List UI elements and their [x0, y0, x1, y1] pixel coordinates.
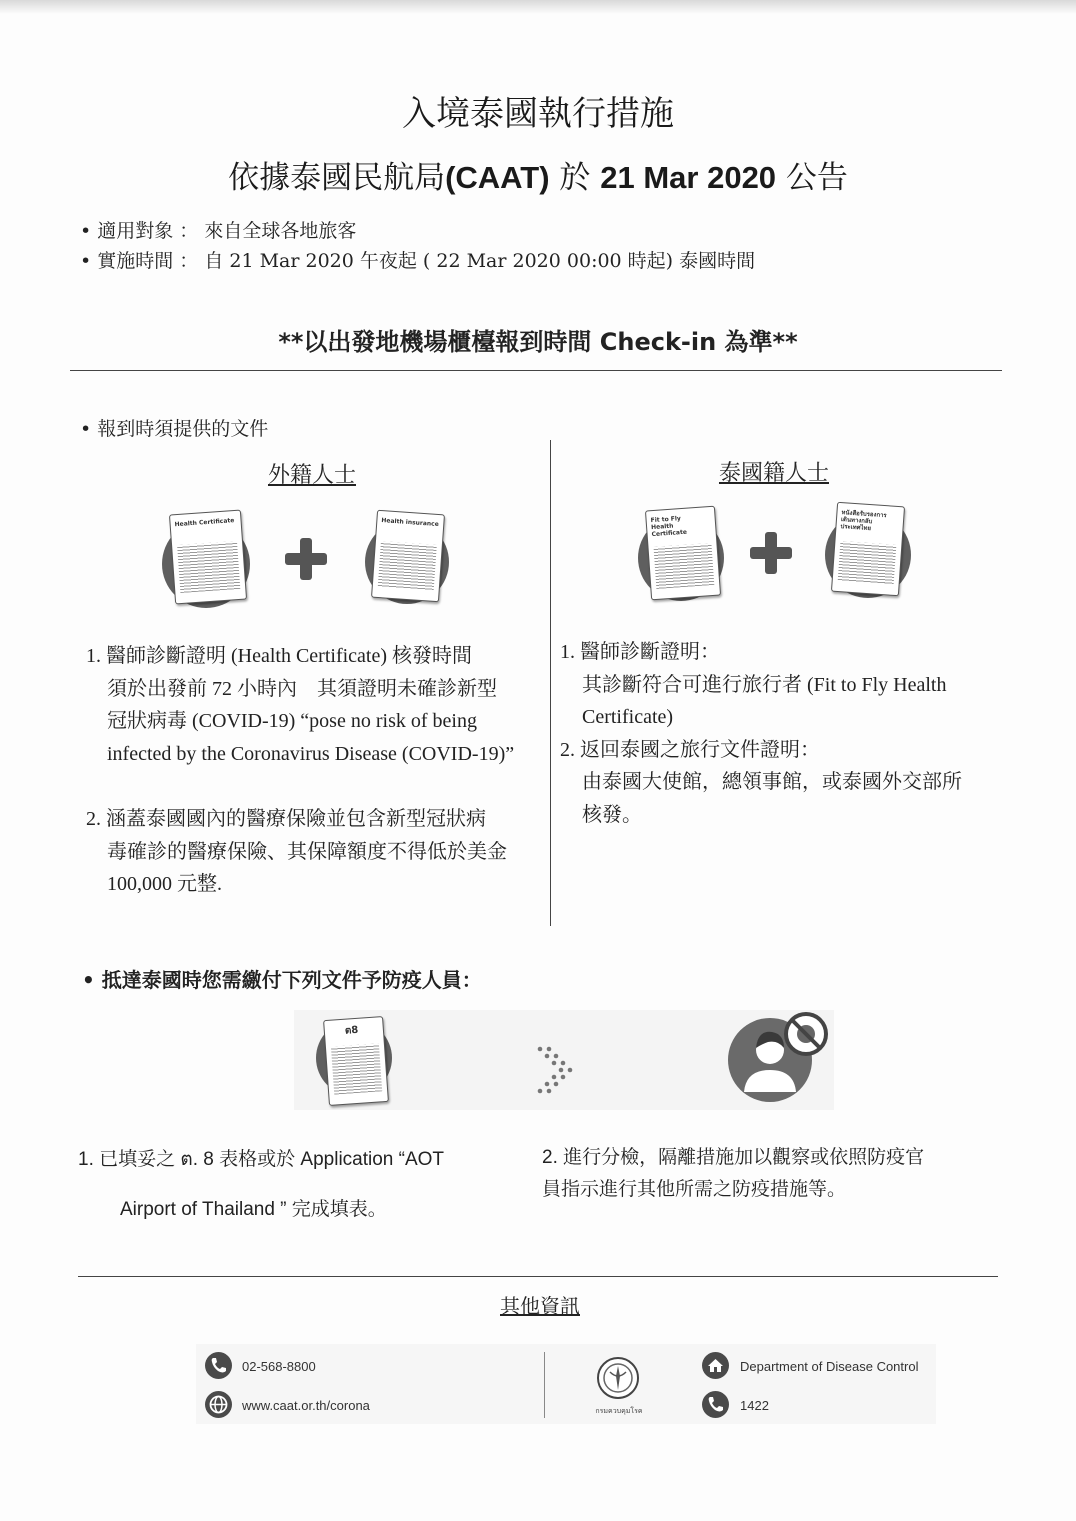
doc-label: หนังสือรับรองการเดินทางกลับประเทศไทย	[840, 509, 887, 533]
doc-label: Health insurance	[381, 517, 440, 529]
list-item: 2. 返回泰國之旅行文件證明：	[560, 738, 820, 761]
quarantine-person-icon	[722, 1010, 832, 1104]
doc-lines	[838, 541, 897, 585]
plus-icon	[750, 532, 792, 574]
other-info-heading: 其他資訊	[500, 1294, 580, 1318]
department-seal-icon	[590, 1356, 646, 1406]
plus-icon	[285, 538, 327, 580]
doc-label: Health Certificate	[174, 517, 235, 529]
info-effective: • 實施時間 ： 自 21 Mar 2020 午夜起 ( 22 Mar 2020 00:00 時起) 泰國時間	[80, 246, 755, 273]
page-title: 入境泰國執行措施	[402, 94, 674, 134]
doc-lines	[378, 541, 437, 591]
list-item: Certificate)	[582, 706, 674, 728]
doc-label: Fit to Fly Health Certificate	[650, 515, 688, 539]
health-certificate-icon	[169, 510, 247, 605]
travel-document-icon	[831, 502, 905, 597]
subtitle-authority: 依據泰國民航局	[228, 160, 446, 196]
info-target: • 適用對象 ： 來自全球各地旅客	[80, 216, 356, 243]
department-name: Department of Disease Control	[740, 1359, 919, 1374]
list-item: 毒確診的醫療保險、其保障額度不得低於美金	[107, 840, 507, 863]
phone-icon	[702, 1391, 729, 1418]
phone-number: 02-568-8800	[242, 1359, 316, 1374]
subtitle-post: 公告	[785, 160, 848, 196]
list-item: 須於出發前 72 小時內 其須證明未確診新型	[107, 677, 497, 700]
doc-lines	[177, 541, 240, 593]
list-item: infected by the Coronavirus Disease (COVID-19)”	[107, 742, 515, 765]
arrival-heading: • 抵達泰國時您需繳付下列文件予防疫人員：	[82, 964, 482, 993]
hotline-number: 1422	[740, 1398, 769, 1413]
arrival-item-1-line-1: 1. 已填妥之 ต. 8 表格或於 Application “AOT	[78, 1149, 445, 1170]
list-item: 由泰國大使館，總領事館，或泰國外交部所	[582, 771, 962, 793]
list-item: 2. 涵蓋泰國國內的醫療保險並包含新型冠狀病	[86, 808, 486, 830]
list-item: 冠狀病毒 (COVID-19) “pose no risk of being	[107, 710, 477, 732]
foreign-requirements	[86, 640, 546, 901]
scan-edge	[0, 0, 1076, 14]
thai-heading: 泰國籍人士	[718, 461, 829, 486]
divider-top	[70, 370, 1002, 371]
doc-lines	[654, 543, 715, 589]
doc-label: ต8	[344, 1024, 359, 1037]
list-item: 1. 醫師診斷證明 (Health Certificate) 核發時間	[86, 645, 473, 667]
home-icon	[702, 1352, 729, 1379]
arrival-item-2-line-1: 2. 進行分檢，隔離措施加以觀察或依照防疫官	[542, 1147, 925, 1168]
list-item: 1. 醫師診斷證明：	[560, 641, 720, 663]
arrival-item-1-line-2: Airport of Thailand ” 完成填表。	[120, 1199, 387, 1220]
form-t8-icon	[323, 1016, 389, 1106]
subtitle-date: 21 Mar 2020	[600, 160, 777, 195]
contact-divider	[544, 1352, 545, 1418]
page-subtitle	[0, 152, 1076, 197]
subtitle-mid: 於	[559, 160, 591, 196]
arrival-item-2-line-2: 員指示進行其他所需之防疫措施等。	[542, 1179, 847, 1200]
list-item: 核發。	[582, 803, 642, 826]
checkin-docs-heading: • 報到時須提供的文件	[80, 414, 268, 441]
phone-icon	[205, 1352, 232, 1379]
globe-icon	[205, 1391, 232, 1418]
seal-caption: กรมควบคุมโรค	[595, 1407, 643, 1415]
list-item: 其診斷符合可進行旅行者 (Fit to Fly Health	[582, 673, 947, 696]
website-link[interactable]: www.caat.or.th/corona	[242, 1398, 370, 1413]
thai-requirements	[560, 636, 1000, 831]
checkin-notice: **以出發地機場櫃檯報到時間 Check-in 為準**	[278, 328, 798, 356]
divider-bottom	[78, 1276, 998, 1277]
arrow-right-icon	[534, 1044, 580, 1094]
health-insurance-icon	[371, 510, 445, 603]
list-item: 100,000 元整.	[107, 873, 222, 895]
column-divider	[550, 440, 551, 926]
fit-to-fly-certificate-icon	[645, 506, 721, 601]
doc-lines	[331, 1043, 382, 1094]
subtitle-caat: (CAAT)	[445, 160, 550, 195]
foreign-heading: 外籍人士	[267, 463, 356, 488]
